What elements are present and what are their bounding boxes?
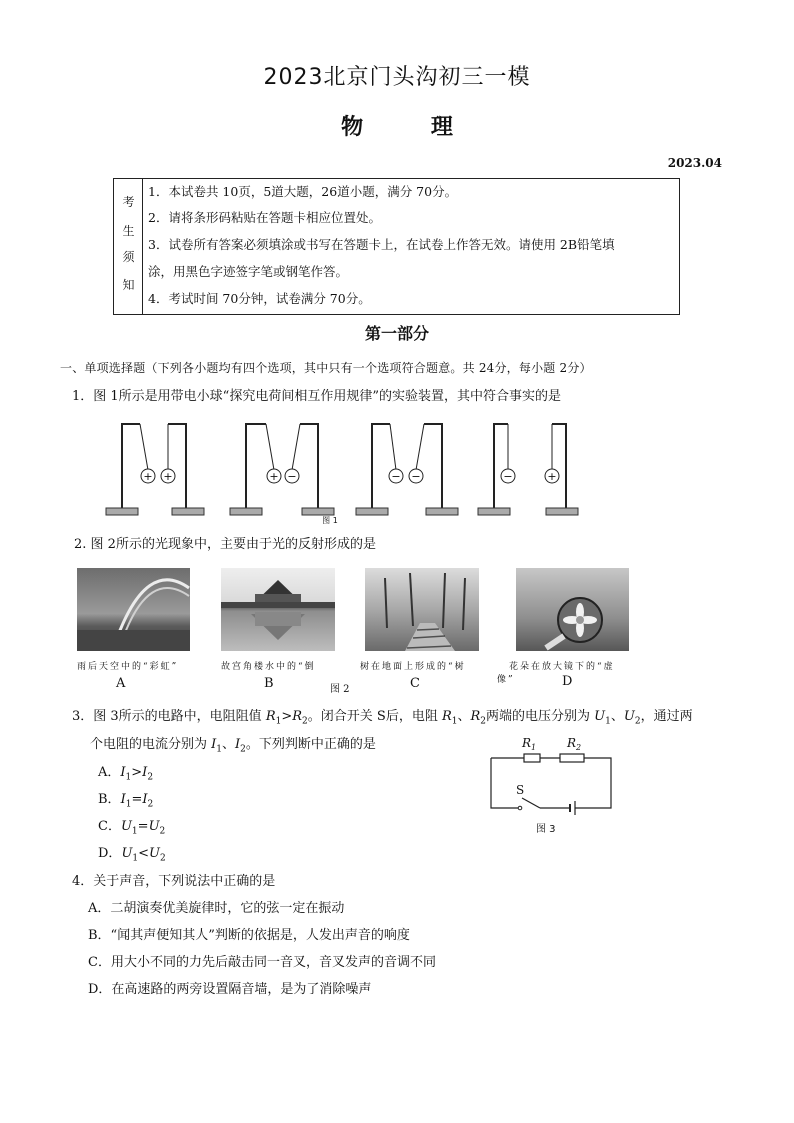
symbol: I [120,765,126,780]
text: 两端的电压分别为 [486,709,595,724]
exam-notice-box [113,178,680,315]
q4-option-b: B．“闻其声便知其人”判断的依据是，人发出声音的响度 [88,928,410,943]
subscript: 2 [147,799,154,810]
stand-base [172,508,204,515]
subscript: 1 [131,826,138,837]
q4-stem: 4．关于声音，下列说法中正确的是 [72,874,276,889]
option-letter-b: B [264,676,274,691]
ball-sign: − [503,470,513,483]
q4-option-a: A．二胡演奏优美旋律时，它的弦一定在振动 [88,901,345,916]
subscript: 1 [125,799,132,810]
subscript: 2 [302,716,308,727]
text: 、 [610,709,624,724]
ball-sign: + [269,470,279,483]
thread [292,424,300,470]
ball-sign: − [391,470,401,483]
operator: = [137,819,149,834]
option-letter: A． [98,765,121,780]
resistor-r1 [524,754,540,762]
symbol: R [441,709,452,724]
stand-base [478,508,510,515]
notice-line: 4．考试时间 70分钟，试卷满分 70分。 [148,291,371,306]
caption-c: 树在地面上形成的“树 [360,662,466,672]
stand-right-2 [300,424,318,510]
r2-label: $R_2$ [567,736,582,752]
notice-side-char: 考 [122,195,135,209]
stand-base [106,508,138,515]
operator: < [138,846,150,861]
symbol: I [211,737,217,752]
q4-option-c: C．用大小不同的力先后敲击同一音叉，音叉发声的音调不同 [88,955,436,970]
figure-1-label: 图 1 [322,516,338,525]
q3-option-a [98,761,153,783]
symbol: U [148,819,160,834]
stand-right-4 [552,424,566,510]
option-letter: B． [98,792,121,807]
section-title: 第一部分 [364,324,429,343]
resistor-r2 [560,754,584,762]
option-letter: D． [98,846,122,861]
subscript: 2 [480,716,487,727]
q2-stem: 2. 图 2所示的光现象中，主要由于光的反射形成的是 [74,537,376,552]
subscript: 1 [605,716,611,727]
subscript: 1 [216,744,223,755]
notice-line: 2．请将条形码粘贴在答题卡相应位置处。 [148,210,381,225]
q1-stem: 1．图 1所示是用带电小球“探究电荷间相互作用规律”的实验装置，其中符合事实的是 [72,389,561,404]
ball-sign: + [547,470,557,483]
symbol: I [142,765,148,780]
photo-tree-shadow [365,568,479,651]
photo-rainbow [77,568,190,651]
stand-left-4 [494,424,508,510]
magnifier-shape [516,568,629,651]
notice-line: 3．试卷所有答案必须填涂或书写在答题卡上，在试卷上作答无效。请使用 2B铅笔填 [148,237,615,252]
text: 个电阻的电流分别为 [90,737,212,752]
option-letter-c: C [410,676,420,691]
ball-sign: + [143,470,153,483]
notice-side-char: 须 [122,250,135,264]
subscript: 2 [159,826,166,837]
q3-option-c [98,815,165,837]
wire [575,758,611,808]
symbol: U [120,819,132,834]
ball-sign: − [411,470,421,483]
figure-1-electroscope [96,410,596,525]
switch-lever [522,798,540,808]
symbol: I [235,737,241,752]
text: > [281,709,293,724]
symbol: U [623,709,635,724]
stand-left-2 [246,424,266,510]
text: 3．图 3所示的电路中，电阻阻值 [72,709,266,724]
option-letter: C． [98,819,121,834]
subscript: 1 [132,853,139,864]
notice-side-char: 知 [122,278,135,292]
notice-line: 涂，用黑色字迹签字笔或钢笔作答。 [148,264,349,279]
photo-magnifier-flower [516,568,629,651]
text: 。闭合开关 S后，电阻 [307,709,442,724]
symbol: R [470,709,481,724]
symbol: R [292,709,303,724]
thread [416,424,424,470]
subscript: 2 [240,744,246,755]
text: 。下列判断中正确的是 [245,737,376,752]
q3-stem-line1 [72,705,693,727]
symbol: U [121,846,133,861]
r1-label: $R_1$ [522,736,537,752]
caption-d-cont: 像” [497,675,515,685]
thread [140,424,148,470]
thread [390,424,396,470]
notice-side-label [114,179,143,314]
switch-contact [518,806,522,810]
symbol: I [142,792,148,807]
operator: = [131,792,143,807]
switch-label: S [516,783,525,797]
stand-right-3 [424,424,442,510]
symbol: R [265,709,276,724]
stand-base [426,508,458,515]
stand-base [546,508,578,515]
figure-3-label: 图 3 [536,824,556,835]
ball-sign: − [287,470,297,483]
subscript: 1 [125,772,132,783]
exam-date: 2023.04 [667,156,722,170]
stand-left-3 [372,424,390,510]
tower-shape [221,568,335,651]
notice-line: 1．本试卷共 10页，5道大题，26道小题，满分 70分。 [148,184,458,199]
photo-tower-reflection [221,568,335,651]
caption-b: 故宫角楼水中的“倒 [221,662,316,672]
stand-left-1 [122,424,140,510]
stand-right-1 [168,424,186,510]
text: 、 [457,709,471,724]
tree-shapes [365,568,479,651]
caption-d: 花朵在放大镜下的“虚 [509,662,615,672]
option-letter-a: A [116,676,126,691]
figure-3-circuit [484,732,619,838]
part1-header: 一、单项选择题（下列各小题均有四个选项，其中只有一个选项符合题意。共 24分，每小题 2分） [60,361,592,375]
rainbow-arc [77,568,190,651]
q4-option-d: D．在高速路的两旁设置隔音墙，是为了消除噪声 [88,982,372,997]
q3-option-d [98,842,166,864]
figure-2-label: 图 2 [330,684,350,695]
subject-title: 物 理 [341,114,483,140]
notice-side-char: 生 [122,224,135,238]
operator: > [131,765,143,780]
subscript: 2 [147,772,154,783]
stand-base [356,508,388,515]
text: 、 [222,737,236,752]
subscript: 1 [275,716,282,727]
stand-base [302,508,334,515]
subscript: 2 [160,853,166,864]
subscript: 1 [451,716,458,727]
thread [266,424,274,470]
exam-title: 2023北京门头沟初三一模 [263,65,531,90]
caption-a: 雨后天空中的“彩虹” [77,662,179,672]
symbol: U [149,846,161,861]
symbol: U [594,709,606,724]
text: ，通过两 [640,709,693,724]
option-letter-d: D [562,674,573,689]
subscript: 2 [634,716,641,727]
ball-sign: + [163,470,173,483]
symbol: I [120,792,126,807]
stand-base [230,508,262,515]
q3-option-b [98,788,153,810]
q3-stem-line2 [90,733,376,755]
